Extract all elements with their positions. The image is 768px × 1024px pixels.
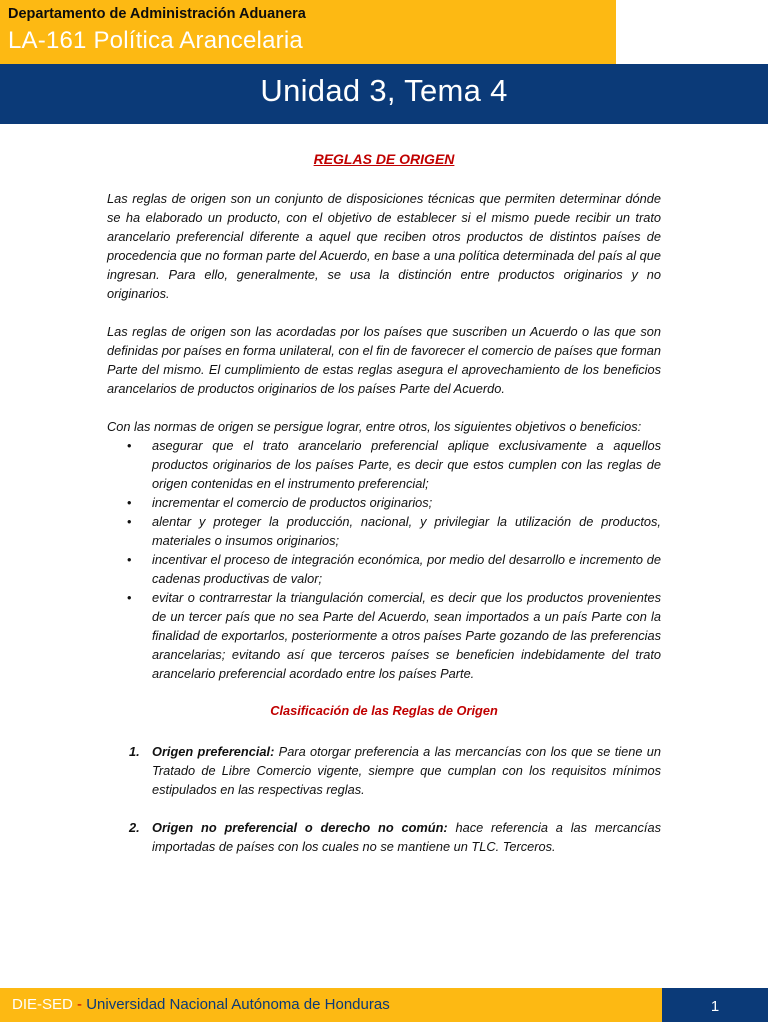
list-item-text: Para otorgar preferencia a las mercancías con los que se tiene un Tratado de Libre Comercio vigente, siempre que cumplan con los requisitos mínimos estipulados en las respectivas reglas. <box>152 744 661 797</box>
bullet-icon: • <box>127 552 132 567</box>
list-term: Origen preferencial: <box>152 744 275 759</box>
paragraph-definition: Las reglas de origen son un conjunto de disposiciones técnicas que permiten determinar dónde se ha elaborado un producto, con el objetivo de establecer si el mismo puede recibir un trato arancelario preferencial diferente a aquel que reciben otros productos de distintos países de procedencia que no forman parte del Acuerdo, en base a una política determinada del país al que ingresan. Para ello, generalmente, se usa la distinción entre productos originarios y no originarios. <box>107 191 661 301</box>
list-item <box>107 436 661 493</box>
department-name: Departamento de Administración Aduanera <box>8 6 306 22</box>
list-item-text: incentivar el proceso de integración económica, por medio del desarrollo e incremento de cadenas productivas de valor; <box>152 552 661 586</box>
list-item <box>107 512 661 550</box>
footer-org: DIE-SED <box>12 996 73 1013</box>
bullet-icon: • <box>127 590 132 605</box>
list-item-text: hace referencia a las mercancías importadas de países con los cuales no se mantiene un TLC. Terceros. <box>152 820 661 854</box>
classification-list <box>107 742 661 856</box>
footer-credit <box>12 996 390 1013</box>
footer-university: Universidad Nacional Autónoma de Honduras <box>86 996 390 1013</box>
list-item <box>107 588 661 683</box>
list-number: 2. <box>129 820 140 835</box>
list-item <box>107 742 661 799</box>
course-title: LA-161 Política Arancelaria <box>8 27 303 54</box>
unit-title: Unidad 3, Tema 4 <box>260 73 508 108</box>
document-body <box>107 150 661 875</box>
paragraph-agreements: Las reglas de origen son las acordadas por los países que suscriben un Acuerdo o las que son definidas por países en forma unilateral, con el fin de favorecer el comercio de países que forman Parte del mismo. El cumplimiento de estas reglas asegura el aprovechamiento de los beneficios arancelarios de productos originarios de los países Parte del Acuerdo. <box>107 324 661 396</box>
list-item <box>107 818 661 856</box>
list-item-text: asegurar que el trato arancelario preferencial aplique exclusivamente a aquellos productos originarios de los países Parte, es decir que estos cumplen con las reglas de origen contenidas en el instrumento preferencial; <box>152 438 661 491</box>
bullet-icon: • <box>127 495 132 510</box>
list-item-text: evitar o contrarrestar la triangulación comercial, es decir que los productos provenientes de un tercer país que no sea Parte del Acuerdo, sean importados a un país Parte con la finalidad de exportarlos, posteriormente a otros países Parte gozando de las preferencias arancelarias; evitando así que terceros países se beneficien indebidamente del trato arancelario preferencial acordado entre los países Parte. <box>152 590 661 681</box>
bullet-icon: • <box>127 514 132 529</box>
footer-separator: - <box>72 996 87 1013</box>
page-number: 1 <box>710 998 720 1015</box>
list-item <box>107 550 661 588</box>
section-heading: REGLAS DE ORIGEN <box>313 151 455 167</box>
paragraph-objectives-intro: Con las normas de origen se persigue lograr, entre otros, los siguientes objetivos o beneficios: <box>107 419 642 434</box>
objectives-list <box>107 436 661 683</box>
bullet-icon: • <box>127 438 132 453</box>
list-item-text: alentar y proteger la producción, nacional, y privilegiar la utilización de productos, materiales o insumos originarios; <box>152 514 661 548</box>
classification-heading: Clasificación de las Reglas de Origen <box>270 703 498 718</box>
list-item-text: incrementar el comercio de productos originarios; <box>152 495 433 510</box>
list-item <box>107 493 661 512</box>
list-term: Origen no preferencial o derecho no común: <box>152 820 448 835</box>
list-number: 1. <box>129 744 140 759</box>
